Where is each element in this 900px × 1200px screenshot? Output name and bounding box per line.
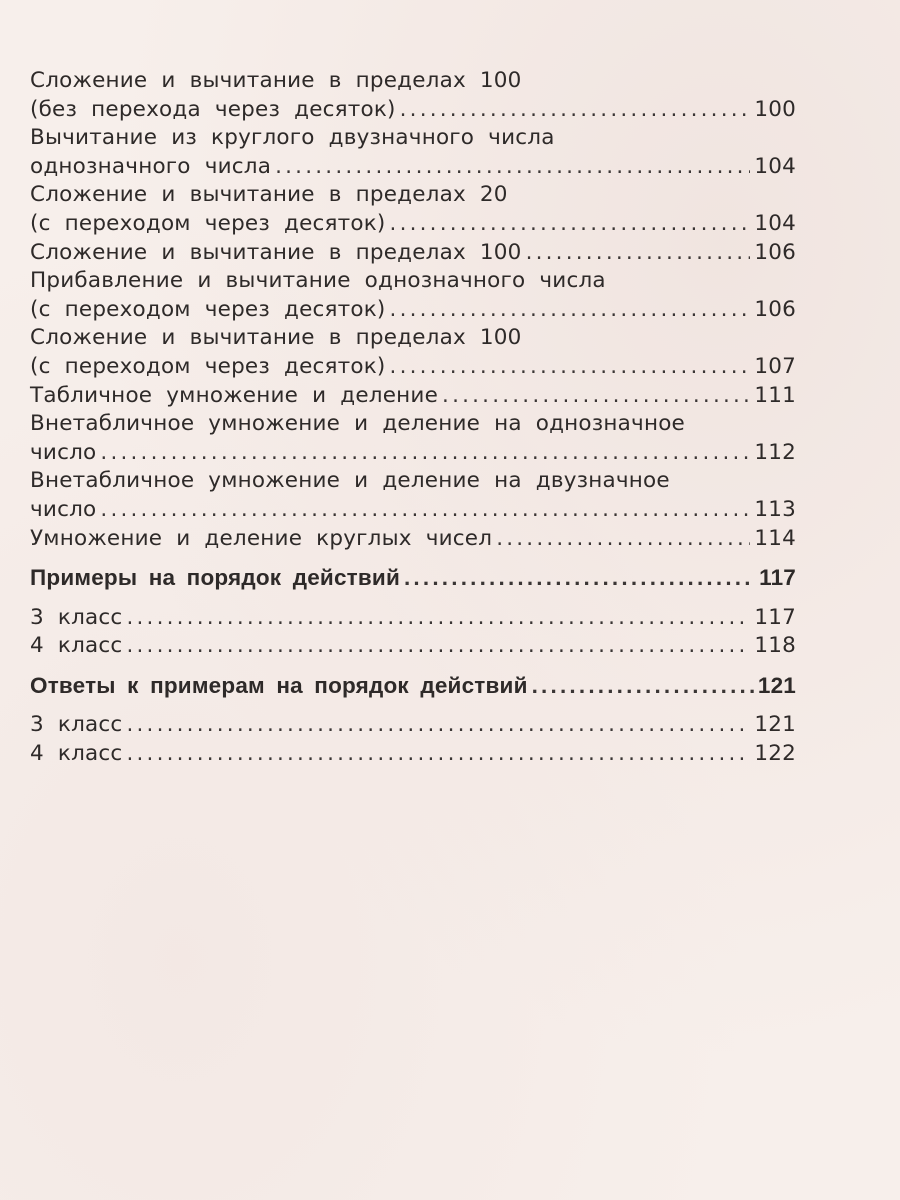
dot-leader — [100, 439, 750, 468]
toc-entry-text: число — [30, 439, 97, 465]
toc-entry[interactable] — [30, 153, 796, 182]
toc-entry[interactable] — [30, 210, 796, 239]
toc-entry-text: число — [30, 496, 97, 522]
toc-subentry[interactable] — [30, 711, 796, 740]
page-number: 104 — [754, 153, 796, 179]
toc-entry-text: 4 класс — [30, 741, 123, 767]
toc-section-examples[interactable] — [30, 564, 796, 593]
toc-subentry[interactable] — [30, 604, 796, 633]
toc-entry[interactable] — [30, 353, 796, 382]
toc-entry-line — [30, 181, 796, 210]
page-number: 100 — [754, 96, 796, 122]
toc-entry[interactable] — [30, 296, 796, 325]
toc-entry-text: Табличное умножение и деление — [30, 382, 439, 408]
toc-entry-text: Сложение и вычитание в пределах 100 — [30, 68, 522, 93]
toc-entry-line — [30, 324, 796, 353]
dot-leader — [126, 632, 750, 661]
dot-leader — [126, 740, 750, 769]
page-number: 121 — [757, 672, 796, 698]
toc-entry-text: (без перехода через десяток) — [30, 96, 396, 122]
toc-entry-text: Прибавление и вычитание однозначного числа — [30, 268, 606, 294]
table-of-contents — [30, 67, 796, 769]
toc-entry-text: Сложение и вычитание в пределах 100 — [30, 239, 522, 265]
toc-entry-line — [30, 410, 796, 439]
toc-entry-text: (с переходом через десяток) — [30, 353, 386, 379]
toc-entry-text: 3 класс — [30, 604, 123, 630]
toc-subentry[interactable] — [30, 632, 796, 661]
toc-entry-line — [30, 467, 796, 496]
toc-entry-text: Сложение и вычитание в пределах 20 — [30, 182, 508, 208]
dot-leader — [404, 564, 755, 593]
toc-entry-text: Внетабличное умножение и деление на двузначное — [30, 468, 670, 494]
toc-entry[interactable] — [30, 239, 796, 268]
page-number: 104 — [754, 210, 796, 236]
toc-entry[interactable] — [30, 96, 796, 125]
dot-leader — [390, 210, 751, 239]
page-number: 111 — [754, 382, 796, 408]
page-number: 106 — [754, 239, 796, 265]
section-title: Ответы к примерам на порядок действий — [30, 672, 528, 698]
toc-entry-text: Внетабличное умножение и деление на однозначное — [30, 411, 685, 437]
toc-entry-text: (с переходом через десяток) — [30, 296, 386, 322]
dot-leader — [126, 604, 750, 633]
toc-entry-line — [30, 124, 796, 153]
toc-entry[interactable] — [30, 496, 796, 525]
dot-leader — [400, 96, 751, 125]
toc-entry-text: (с переходом через десяток) — [30, 210, 386, 236]
toc-entry-text: Умножение и деление круглых чисел — [30, 525, 493, 551]
dot-leader — [442, 382, 750, 411]
dot-leader — [100, 496, 750, 525]
dot-leader — [532, 672, 754, 701]
toc-entry-line — [30, 67, 796, 96]
toc-entry-text: Вычитание из круглого двузначного числа — [30, 125, 555, 151]
page-number: 112 — [754, 439, 796, 465]
page-number: 121 — [754, 712, 796, 738]
page-number: 106 — [754, 296, 796, 322]
toc-entry[interactable] — [30, 525, 796, 554]
dot-leader — [496, 525, 750, 554]
toc-entry-line — [30, 267, 796, 296]
page-number: 114 — [754, 525, 796, 551]
page-number: 122 — [754, 741, 796, 767]
dot-leader — [390, 296, 751, 325]
toc-subentry[interactable] — [30, 740, 796, 769]
dot-leader — [526, 239, 751, 268]
section-title: Примеры на порядок действий — [30, 565, 400, 591]
page-number: 118 — [754, 633, 796, 659]
dot-leader — [126, 711, 750, 740]
page-number: 107 — [754, 353, 796, 379]
page-number: 117 — [754, 604, 796, 630]
toc-entry-text: однозначного числа — [30, 153, 272, 179]
toc-section-answers[interactable] — [30, 672, 796, 701]
page-number: 117 — [759, 565, 796, 591]
toc-entry-text: 4 класс — [30, 633, 123, 659]
toc-entry[interactable] — [30, 439, 796, 468]
dot-leader — [390, 353, 751, 382]
toc-entry-text: 3 класс — [30, 712, 123, 738]
toc-entry-text: Сложение и вычитание в пределах 100 — [30, 325, 522, 351]
dot-leader — [275, 153, 750, 182]
toc-entry[interactable] — [30, 382, 796, 411]
page-number: 113 — [754, 496, 796, 522]
